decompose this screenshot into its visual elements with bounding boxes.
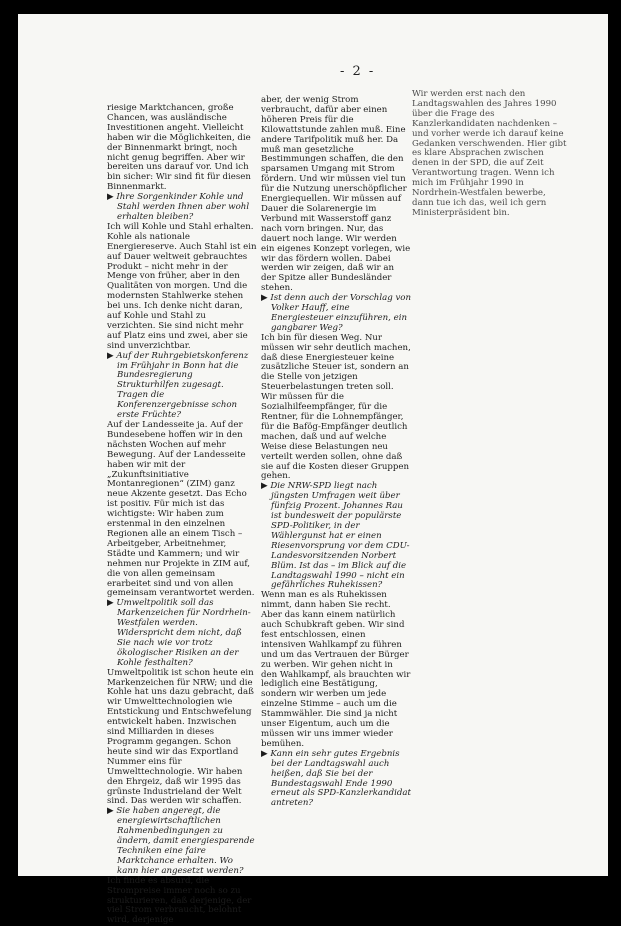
interview-answer: Auf der Landesseite ja. Auf der Bundesebene hoffen wir in den nächsten Wochen auf mehr Bewegung. Auf der Landesseite haben wir mit der „Zukunftsinitiative Montanregionen“ (ZIM) ganz neue Akzente gesetzt. Das Echo ist positiv. Für mich ist das wichtigste: Wir haben zum erstenmal in den einzelnen Regionen alle an einem Tisch – Arbeitgeber, Arbeitnehmer, Städte und Kammern; und wir nehmen nur Projekte in ZIM auf, die von allen gemeinsam erarbeitet sind und von allen gemeinsam verantwortet werden. [107,420,255,599]
interview-question: ▶ Ihre Sorgenkinder Kohle und Stahl werden Ihnen aber wohl erhalten bleiben? [107,192,250,222]
text-column-3 [412,90,570,219]
interview-question: ▶ Ist denn auch der Vorschlag von Volker Hauff, eine Energiesteuer einzuführen, ein gangbarer Weg? [261,293,412,333]
interview-question: ▶ Sie haben angeregt, die energiewirtschaftlichen Rahmenbedingungen zu ändern, damit energiesparende Techniken eine faire Marktchance erhalten. Wo kann hier angesetzt werden? [107,806,255,876]
newspaper-page [18,14,608,926]
interview-answer: Umweltpolitik ist schon heute ein Markenzeichen für NRW; und die Kohle hat uns dazu gebracht, daß wir Umwelttechnologien wie Entstickung und Entschwefelung entwickelt haben. Inzwischen sind Milliarden in dieses Programm gegangen. Schon heute sind wir das Exportland Nummer eins für Umwelttechnologie. Wir haben den Ehrgeiz, daß wir 1995 das grünste Industrieland der Welt sind. Das werden wir schaffen. [107,667,254,807]
interview-question: ▶ Die NRW-SPD liegt nach jüngsten Umfragen weit über fünfzig Prozent. Johannes Rau ist bundesweit der populärste SPD-Politiker, in der Wählergunst hat er einen Riesenvorsprung vor dem CDU-Landesvorsitzenden Norbert Blüm. Ist das – im Blick auf die Landtagswahl 1990 – nicht ein gefährliches Ruhekissen? [261,481,410,591]
interview-answer: Ich bin für diesen Weg. Nur müssen wir sehr deutlich machen, daß diese Energiesteuer keine zusätzliche Steuer ist, sondern an die Stelle von jetzigen Steuerbelastungen treten soll. Wir müssen für die Sozialhilfeempfänger, für die Rentner, für die Lohnempfänger, für die Bafög-Empfänger deutlich machen, daß und auf welche Weise diese Belastungen neu verteilt werden sollen, ohne daß sie auf die Kosten dieser Gruppen gehen. [261,332,411,482]
interview-answer: Wir werden erst nach den Landtagswahlen des Jahres 1990 über die Frage des Kanzlerkandidaten nachdenken – und vorher werde ich darauf keine Gedanken verschwenden. Hier gibt es klare Absprachen zwischen denen in der SPD, die auf Zeit Verantwortung tragen. Wenn ich mich im Frühjahr 1990 in Nordrhein-Westfalen bewerbe, dann tue ich das, weil ich gern Ministerpräsident bin. [412,89,567,218]
interview-answer: Ich finde es absurd, die Strompreise immer noch so zu strukturieren, daß derjenige, der viel Strom verbraucht, belohnt wird, derjenige [107,875,252,926]
interview-question: ▶ Auf der Ruhrgebietskonferenz im Frühjahr in Bonn hat die Bundesregierung Strukturhilfen zugesagt. Tragen die Konferenzergebnisse schon erste Früchte? [107,350,249,421]
interview-answer: riesige Marktchancen, große Chancen, was ausländische Investitionen angeht. Vielleicht haben wir die Möglichkeiten, die der Binnenmarkt bringt, noch nicht genug begriffen. Aber wir bereiten uns darauf vor. Und ich bin sicher: Wir sind fit für diesen Binnenmarkt. [107,103,251,193]
interview-answer: Wenn man es als Ruhekissen nimmt, dann haben Sie recht. Aber das kann einem natürlich auch Schubkraft geben. Wir sind fest entschlossen, einen intensiven Wahlkampf zu führen und um das Vertrauen der Bürger zu werben. Wir gehen nicht in den Wahlkampf, als brauchten wir lediglich eine Bestätigung, sondern wir werben um jede einzelne Stimme – auch um die Stammwähler. Die sind ja nicht unser Eigentum, auch um die müssen wir uns immer wieder bemühen. [261,590,411,749]
text-column-1 [107,104,257,926]
text-column-2 [261,96,411,809]
page-number: - 2 - [340,64,376,79]
interview-question: ▶ Umweltpolitik soll das Markenzeichen für Nordrhein-Westfalen werden. Widerspricht dem nicht, daß Sie nach wie vor trotz ökologischer Risiken an der Kohle festhalten? [107,598,251,668]
interview-answer: Ich will Kohle und Stahl erhalten. Kohle als nationale Energiereserve. Auch Stahl ist ein auf Dauer weltweit gebrauchtes Produkt – nicht mehr in der Menge von früher, aber in den Qualitäten von morgen. Und die modernsten Stahlwerke stehen bei uns. Ich denke nicht daran, auf Kohle und Stahl zu verzichten. Sie sind nicht mehr auf Platz eins und zwei, aber sie sind unverzichtbar. [107,221,257,351]
interview-question: ▶ Kann ein sehr gutes Ergebnis bei der Landtagswahl auch heißen, daß Sie bei der Bundestagswahl Ende 1990 erneut als SPD-Kanzlerkandidat antreten? [261,748,411,809]
interview-answer: aber, der wenig Strom verbraucht, dafür aber einen höheren Preis für die Kilowattstunde zahlen muß. Eine andere Tarifpolitik muß her. Da muß man gesetzliche Bestimmungen schaffen, die den sparsamen Umgang mit Strom fördern. Und wir müssen viel tun für die Nutzung unerschöpflicher Energiequellen. Wir müssen auf Dauer die Solarenergie im Verbund mit Wasserstoff ganz nach vorn bringen. Nur, das dauert noch lange. Wir werden ein eigenes Konzept vorlegen, wie wir das fördern wollen. Dabei werden wir zeigen, daß wir an der Spitze aller Bundesländer stehen. [261,95,411,294]
